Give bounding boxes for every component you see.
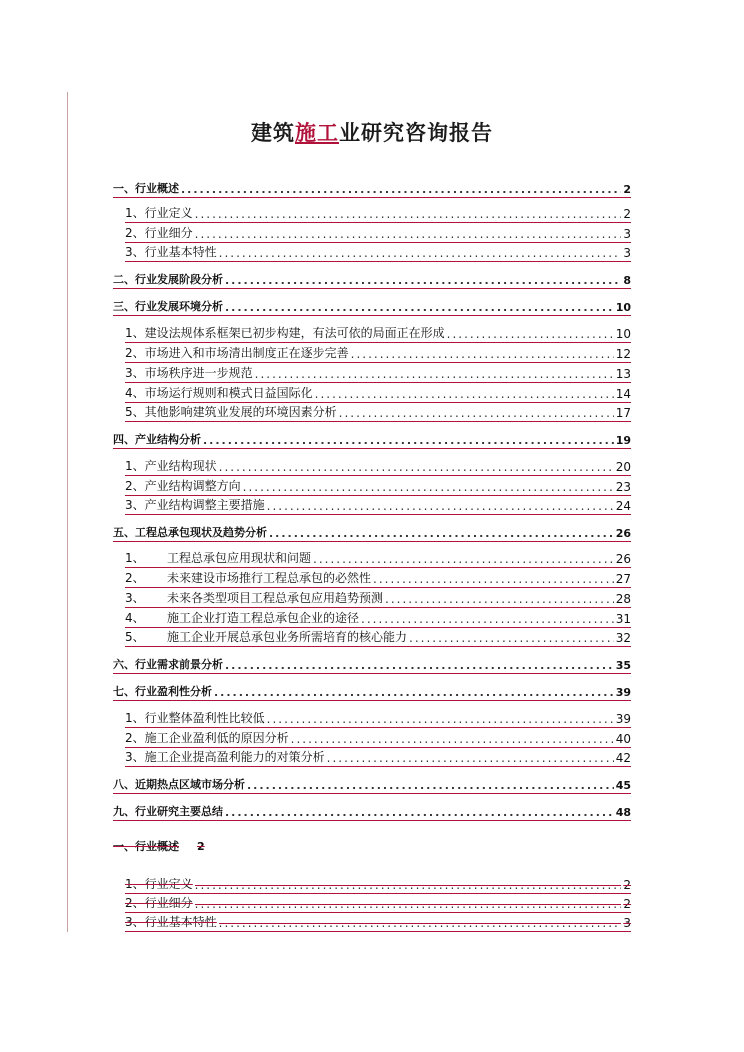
toc-dot-leader [225,274,621,288]
struck-toc-item[interactable] [125,875,631,894]
toc-dot-leader [313,552,614,567]
toc-dot-leader [219,460,614,475]
page-margin-line [67,92,68,932]
toc-heading[interactable] [113,270,631,289]
toc-item-label [125,384,313,402]
toc-item[interactable] [125,609,631,628]
toc-item-text: 施工企业提高盈利能力的对策分析 [144,750,325,764]
toc-item-label [113,776,245,793]
toc-item-number: 3、 [125,591,145,605]
toc-page-number: 48 [615,806,631,819]
toc-item-text: 七、行业盈利性分析 [113,685,212,698]
toc-page-number: 3 [623,246,631,260]
toc-item-text: 其他影响建筑业发展的环境因素分析 [144,405,337,419]
toc-item-label [125,589,383,607]
toc-item[interactable] [125,344,631,363]
toc-item-number: 3、 [125,245,145,259]
toc-heading[interactable] [113,430,631,449]
toc-item-text: 施工企业盈利低的原因分析 [144,731,289,745]
toc-item-text: 产业结构调整主要措施 [144,498,265,512]
toc-item-number: 3、 [125,915,145,929]
toc-page-number: 40 [615,732,631,746]
toc-page-number: 8 [623,274,631,287]
toc-item-text: 行业定义 [144,877,193,891]
toc-page-number: 28 [615,592,631,606]
toc-dot-leader [243,480,614,495]
toc-item-text: 市场运行规则和模式日益国际化 [144,386,313,400]
toc-page-number: 24 [615,499,631,513]
struck-heading-label: 一、行业概述 [113,840,179,853]
toc-item-text: 产业结构调整方向 [144,479,241,493]
toc-heading[interactable] [113,179,631,198]
toc-item-text: 行业基本特性 [144,915,217,929]
toc-item[interactable] [125,224,631,243]
toc-item-text: 行业基本特性 [144,245,217,259]
toc-item-label [125,894,193,912]
toc-page-number: 3 [623,916,631,930]
toc-item[interactable] [125,589,631,608]
toc-item[interactable] [125,384,631,403]
toc-dot-leader [214,686,614,700]
toc-item-text: 行业细分 [144,226,193,240]
toc-item-label [125,364,253,382]
toc-dot-leader [195,878,622,893]
toc-dot-leader [315,387,614,402]
toc-page-number: 35 [615,659,631,672]
toc-item-number: 5、 [125,405,145,419]
toc-item[interactable] [125,748,631,767]
toc-dot-leader [385,592,614,607]
toc-item-label [113,656,223,673]
toc-item[interactable] [125,324,631,343]
toc-item-text: 一、行业概述 [113,182,179,195]
toc-dot-leader [225,806,614,820]
toc-item-text: 二、行业发展阶段分析 [113,273,223,286]
toc-item-label [113,803,223,820]
toc-page-number: 13 [615,367,631,381]
toc-item-text: 六、行业需求前景分析 [113,658,223,671]
toc-item[interactable] [125,709,631,728]
toc-item-label [125,403,337,421]
toc-item-number: 4、 [125,386,145,400]
toc-item-number: 1、 [125,206,145,220]
toc-item-number: 2、 [125,479,145,493]
toc-item-text: 市场秩序进一步规范 [144,366,253,380]
toc-dot-leader [255,367,614,382]
toc-page-number: 2 [623,183,631,196]
toc-dot-leader [267,712,614,727]
toc-item-text: 产业结构现状 [144,459,217,473]
toc-item-text: 施工企业打造工程总承包企业的途径 [167,611,360,625]
toc-dot-leader [361,612,614,627]
toc-heading[interactable] [113,802,631,821]
toc-item-text: 八、近期热点区域市场分析 [113,778,245,791]
toc-page-number: 42 [615,751,631,765]
toc-item-number: 1、 [125,551,145,565]
toc-page-number: 26 [615,552,631,566]
toc-page-number: 39 [615,686,631,699]
toc-page-number: 27 [615,572,631,586]
toc-page-number: 32 [615,631,631,645]
toc-page-number: 26 [615,527,631,540]
toc-item-label [125,204,193,222]
toc-item-number: 3、 [125,750,145,764]
toc-item-number: 2、 [125,896,145,910]
toc-dot-leader [267,499,614,514]
toc-item-text: 行业定义 [144,206,193,220]
toc-item-text: 行业细分 [144,896,193,910]
toc-item[interactable] [125,243,631,262]
toc-page-number: 2 [623,897,631,911]
toc-item-text: 九、行业研究主要总结 [113,805,223,818]
toc-item-label [125,729,289,747]
toc-item-label [125,609,359,627]
toc-item-number: 1、 [125,459,145,473]
toc-page-number: 10 [615,327,631,341]
toc-item-number: 1、 [125,877,145,891]
toc-dot-leader [195,227,622,242]
toc-heading[interactable] [113,523,631,542]
toc-item-label [125,549,311,567]
toc-page-number: 45 [615,779,631,792]
toc-item-text: 行业整体盈利性比较低 [144,711,265,725]
toc-item-label [113,180,179,197]
toc-item-label [125,324,445,342]
toc-item-label [125,913,217,931]
toc-page-number: 3 [623,227,631,241]
toc-item[interactable] [125,477,631,496]
toc-item-label [125,496,265,514]
toc-dot-leader [409,631,614,646]
toc-dot-leader [195,207,622,222]
toc-page-number: 2 [623,878,631,892]
title-part-2: 业研究咨询报告 [339,121,493,145]
toc-item-text: 三、行业发展环境分析 [113,300,223,313]
toc-item-text: 未来建设市场推行工程总承包的必然性 [167,571,372,585]
toc-page-number: 10 [615,301,631,314]
toc-page-number: 19 [615,434,631,447]
toc-item[interactable] [125,628,631,647]
toc-dot-leader [225,659,614,673]
toc-item-number: 4、 [125,611,145,625]
document-title [0,117,744,147]
toc-dot-leader [351,347,614,362]
toc-dot-leader [447,327,614,342]
toc-page-number: 39 [615,712,631,726]
toc-item-label [113,431,201,448]
toc-item-label [113,524,267,541]
toc-dot-leader [219,916,622,931]
toc-heading[interactable] [113,655,631,674]
toc-item-label [113,298,223,315]
toc-item-label [125,344,349,362]
toc-item[interactable] [125,204,631,223]
toc-page-number: 12 [615,347,631,361]
toc-item[interactable] [125,403,631,422]
toc-heading[interactable] [113,297,631,316]
toc-item-number: 2、 [125,571,145,585]
toc-item-number: 3、 [125,366,145,380]
title-part-1: 建筑 [251,121,295,145]
toc-item-text: 市场进入和市场清出制度正在逐步完善 [144,346,349,360]
toc-item-text: 施工企业开展总承包业务所需培育的核心能力 [167,630,408,644]
toc-item[interactable] [125,569,631,588]
toc-item-label [125,748,325,766]
struck-toc-item[interactable] [125,894,631,913]
toc-item-label [125,224,193,242]
toc-dot-leader [291,732,614,747]
toc-page-number: 20 [615,460,631,474]
toc-item[interactable] [125,364,631,383]
toc-item-number: 1、 [125,326,145,340]
toc-item-label [113,271,223,288]
toc-page-number: 14 [615,387,631,401]
toc-item[interactable] [125,496,631,515]
toc-item-label [125,569,371,587]
toc-item[interactable] [125,729,631,748]
toc-dot-leader [269,527,614,541]
toc-item-label [125,709,265,727]
title-highlight: 施工 [295,121,339,145]
toc-item[interactable] [125,549,631,568]
toc-page-number: 31 [615,612,631,626]
toc-item[interactable] [125,457,631,476]
toc-item-label [125,628,407,646]
toc-item-number: 3、 [125,498,145,512]
toc-item-label [125,243,217,261]
toc-heading[interactable] [113,682,631,701]
toc-item-label [113,683,212,700]
toc-dot-leader [247,779,614,793]
toc-item-number: 2、 [125,226,145,240]
toc-heading[interactable] [113,775,631,794]
toc-item-number: 5、 [125,630,145,644]
toc-item-number: 2、 [125,731,145,745]
toc-item-label [125,477,241,495]
toc-dot-leader [339,406,614,421]
toc-item-text: 五、工程总承包现状及趋势分析 [113,526,267,539]
toc-dot-leader [225,301,614,315]
struck-toc-heading[interactable] [113,838,205,854]
toc-dot-leader [327,751,614,766]
toc-dot-leader [195,897,622,912]
toc-item-text: 四、产业结构分析 [113,433,201,446]
toc-dot-leader [219,246,622,261]
toc-page-number: 2 [623,207,631,221]
struck-toc-item[interactable] [125,913,631,932]
toc-item-label [125,457,217,475]
struck-heading-page: 2 [197,840,205,853]
toc-item-number: 1、 [125,711,145,725]
toc-page-number: 23 [615,480,631,494]
toc-dot-leader [373,572,614,587]
toc-page-number: 17 [615,406,631,420]
toc-item-number: 2、 [125,346,145,360]
toc-item-text: 工程总承包应用现状和问题 [167,551,312,565]
toc-item-label [125,875,193,893]
toc-item-text: 未来各类型项目工程总承包应用趋势预测 [167,591,384,605]
toc-dot-leader [181,183,621,197]
toc-dot-leader [203,434,614,448]
toc-item-text: 建设法规体系框架已初步构建，有法可依的局面正在形成 [144,326,445,340]
